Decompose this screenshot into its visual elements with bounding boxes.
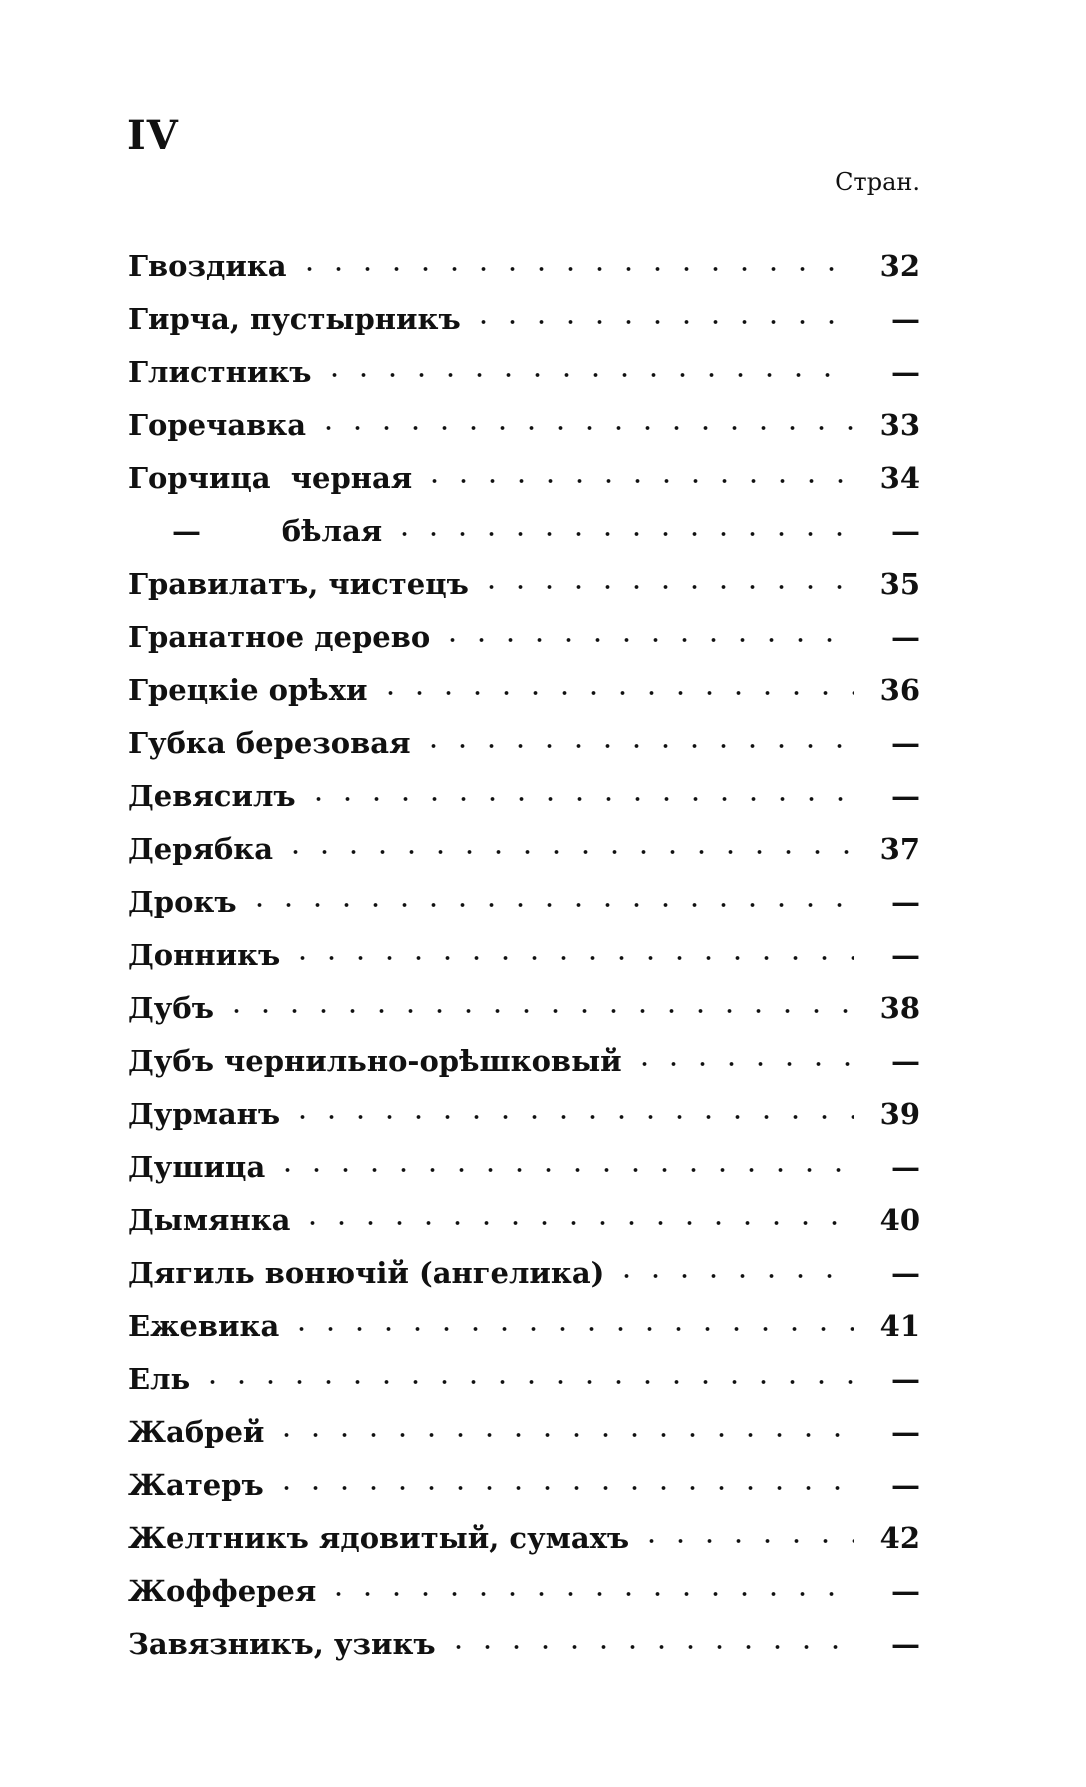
- index-entry: [128, 1025, 920, 1078]
- entry-page: 38: [879, 991, 920, 1025]
- dot-leader: [245, 885, 854, 911]
- dot-leader: [287, 1309, 854, 1335]
- entry-page: 37: [879, 832, 920, 866]
- index-entry: [128, 813, 920, 866]
- entry-name: Глистникъ: [128, 355, 312, 389]
- index-entry: [128, 707, 920, 760]
- dot-leader: [281, 832, 854, 858]
- dot-leader: [637, 1521, 854, 1547]
- entry-page: 36: [879, 673, 920, 707]
- entry-name: Гирча, пустырникъ: [128, 302, 461, 336]
- entry-name: Дубъ: [128, 991, 214, 1025]
- index-entry: [128, 1608, 920, 1661]
- entry-page: 40: [879, 1203, 920, 1237]
- entry-name: Жофферея: [128, 1574, 317, 1608]
- entry-page: —: [891, 726, 920, 760]
- dot-leader: [320, 355, 854, 381]
- dot-leader: [272, 1468, 854, 1494]
- entry-name: Дягиль вонючій (ангелика): [128, 1256, 605, 1290]
- dot-leader: [198, 1362, 854, 1388]
- entry-page: —: [891, 1256, 920, 1290]
- entry-page: —: [891, 938, 920, 972]
- index-entry: [128, 1343, 920, 1396]
- index-entry: [128, 1449, 920, 1502]
- dot-leader: [272, 1415, 854, 1441]
- entry-name: Дымянка: [128, 1203, 291, 1237]
- page-number: IV: [127, 112, 179, 159]
- index-entry: [128, 1131, 920, 1184]
- index-entry: [128, 336, 920, 389]
- entry-name: Жатеръ: [128, 1468, 264, 1502]
- entry-name: Дубъ чернильно-орѣшковый: [128, 1044, 622, 1078]
- entry-name: Завязникъ, узикъ: [128, 1627, 436, 1661]
- dot-leader: [295, 249, 854, 275]
- index-list: [128, 230, 920, 1661]
- dot-leader: [298, 1203, 854, 1229]
- entry-page: 32: [879, 249, 920, 283]
- dot-leader: [469, 302, 854, 328]
- index-entry: [128, 1502, 920, 1555]
- entry-name: Дурманъ: [128, 1097, 281, 1131]
- entry-name: Гравилатъ, чистецъ: [128, 567, 469, 601]
- entry-name: Желтникъ ядовитый, сумахъ: [128, 1521, 630, 1555]
- index-entry: [128, 389, 920, 442]
- dot-leader: [288, 938, 854, 964]
- index-entry: [128, 601, 920, 654]
- index-entry: [128, 972, 920, 1025]
- entry-page: —: [891, 779, 920, 813]
- entry-name: Ежевика: [128, 1309, 280, 1343]
- entry-page: —: [891, 1415, 920, 1449]
- index-entry: [128, 1184, 920, 1237]
- dot-leader: [288, 1097, 854, 1123]
- dot-leader: [420, 461, 854, 487]
- index-entry: [128, 919, 920, 972]
- entry-page: —: [891, 885, 920, 919]
- index-entry: [128, 1555, 920, 1608]
- entry-page: —: [891, 355, 920, 389]
- index-entry: [128, 654, 920, 707]
- entry-page: 42: [879, 1521, 920, 1555]
- dot-leader: [273, 1150, 854, 1176]
- entry-page: —: [891, 1627, 920, 1661]
- entry-name: Губка березовая: [128, 726, 411, 760]
- dot-leader: [438, 620, 854, 646]
- entry-page: —: [891, 302, 920, 336]
- entry-page: —: [891, 1362, 920, 1396]
- entry-page: —: [891, 1044, 920, 1078]
- index-entry: [128, 283, 920, 336]
- index-entry: [128, 230, 920, 283]
- dot-leader: [612, 1256, 854, 1282]
- index-entry: [128, 1290, 920, 1343]
- entry-page: —: [891, 620, 920, 654]
- entry-name: Жабрей: [128, 1415, 265, 1449]
- dot-leader: [314, 408, 854, 434]
- dot-leader: [324, 1574, 854, 1600]
- entry-name: Донникъ: [128, 938, 281, 972]
- dot-leader: [304, 779, 854, 805]
- index-entry: [128, 442, 920, 495]
- index-entry: [128, 866, 920, 919]
- entry-name: Горечавка: [128, 408, 306, 442]
- entry-page: 41: [879, 1309, 920, 1343]
- entry-page: —: [891, 1574, 920, 1608]
- dot-leader: [419, 726, 855, 752]
- index-entry: [128, 548, 920, 601]
- entry-page: 34: [879, 461, 920, 495]
- dot-leader: [477, 567, 854, 593]
- entry-name: Гранатное дерево: [128, 620, 431, 654]
- entry-name: Дрокъ: [128, 885, 237, 919]
- dot-leader: [222, 991, 854, 1017]
- index-entry: [128, 1237, 920, 1290]
- entry-name: Грецкіе орѣхи: [128, 673, 368, 707]
- index-entry: [128, 495, 920, 548]
- entry-name: Дерябка: [128, 832, 274, 866]
- index-entry: [128, 1078, 920, 1131]
- entry-name: Девясилъ: [128, 779, 296, 813]
- dot-leader: [376, 673, 855, 699]
- entry-page: 39: [879, 1097, 920, 1131]
- dot-leader: [444, 1627, 854, 1653]
- entry-name: Ель: [128, 1362, 191, 1396]
- page-column-label: Стран.: [835, 168, 920, 196]
- entry-page: —: [891, 1468, 920, 1502]
- entry-page: 33: [879, 408, 920, 442]
- entry-name: Гвоздика: [128, 249, 287, 283]
- entry-name: — бѣлая: [172, 514, 383, 548]
- dot-leader: [390, 514, 854, 540]
- index-entry: [128, 1396, 920, 1449]
- entry-page: 35: [879, 567, 920, 601]
- entry-name: Душица: [128, 1150, 266, 1184]
- dot-leader: [630, 1044, 854, 1070]
- entry-name: Горчица черная: [128, 461, 413, 495]
- entry-page: —: [891, 514, 920, 548]
- index-entry: [128, 760, 920, 813]
- entry-page: —: [891, 1150, 920, 1184]
